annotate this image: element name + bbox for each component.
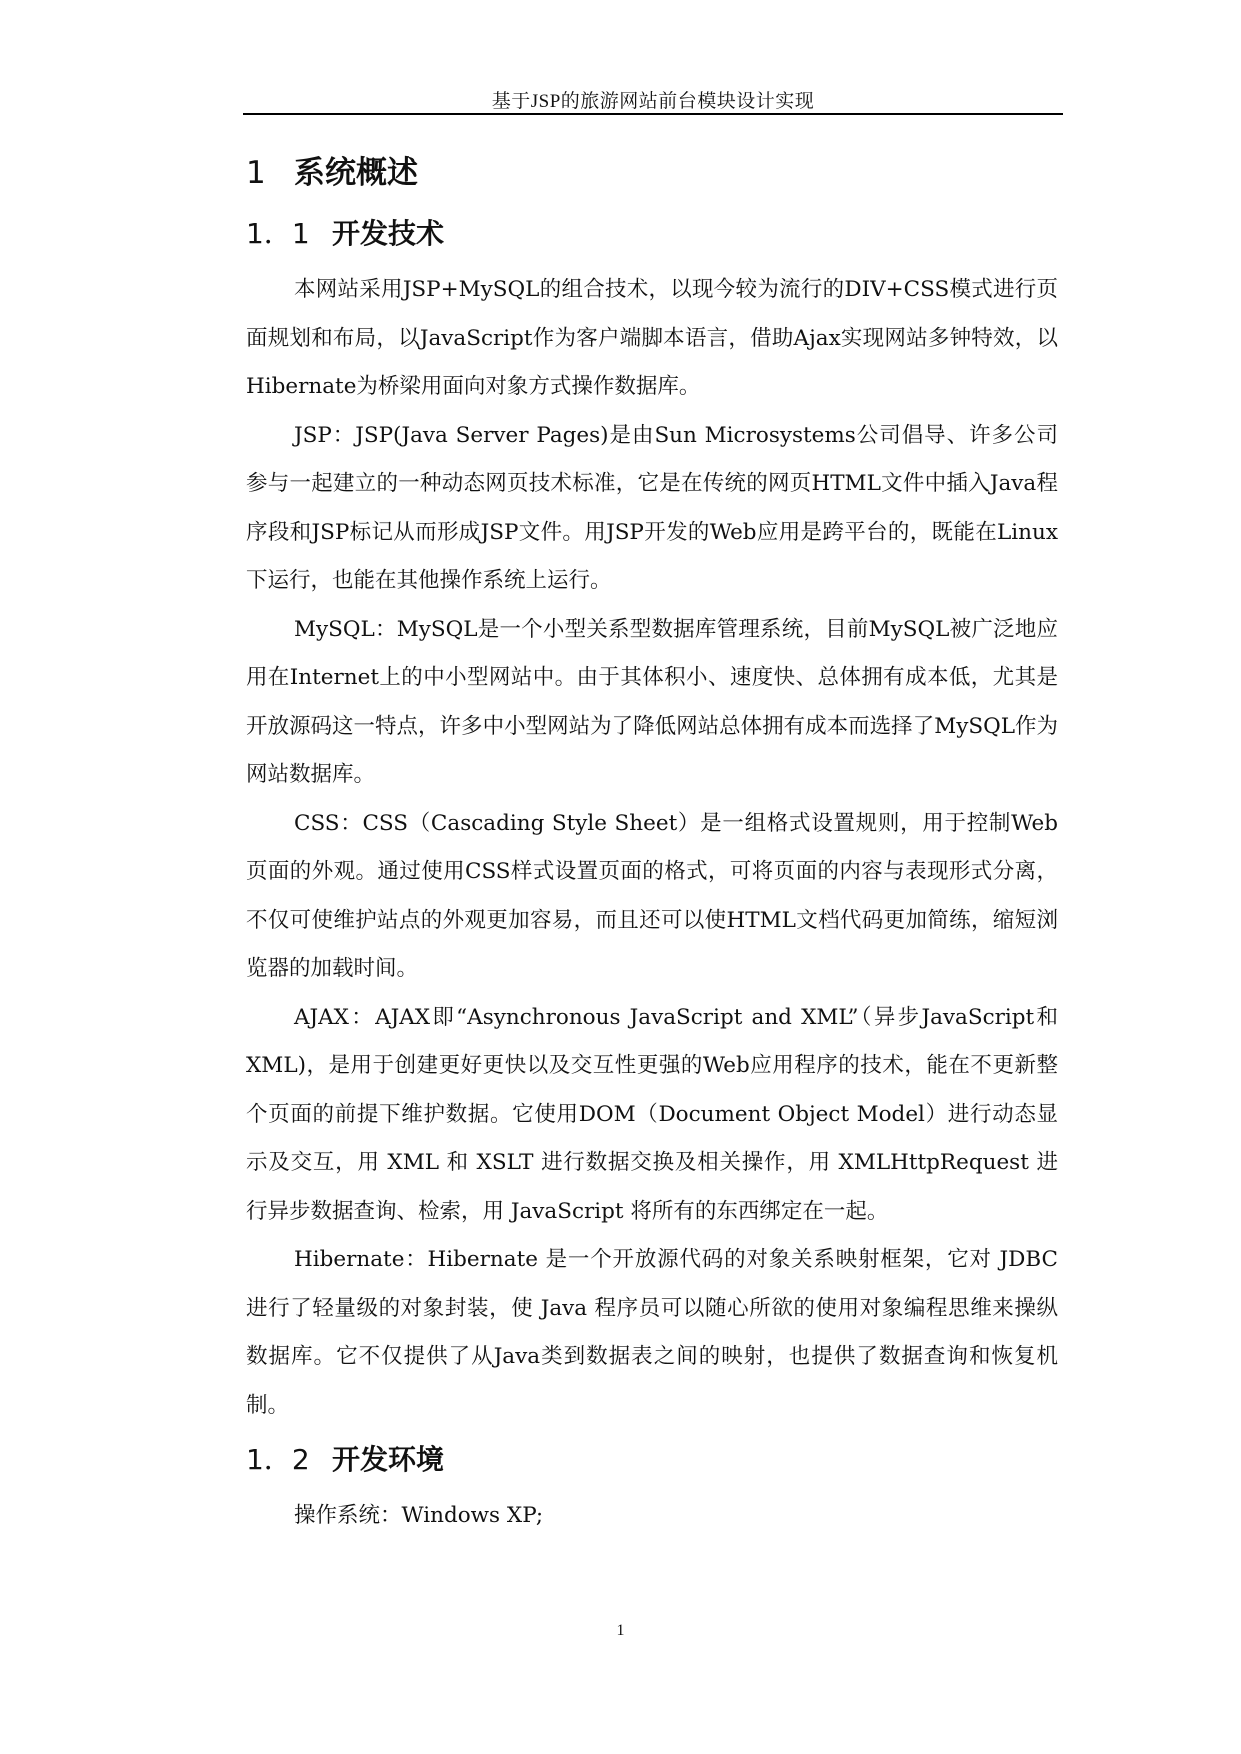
chapter-title: 系统概述 bbox=[294, 155, 418, 191]
paragraph-mysql: MySQL：MySQL是一个小型关系型数据库管理系统，目前MySQL被广泛地应用在Internet上的中小型网站中。由于其体积小、速度快、总体拥有成本低，尤其是开放源码这一特点，许多中小型网站为了降低网站总体拥有成本而选择了MySQL作为网站数据库。 bbox=[246, 616, 1058, 787]
page-number: 1 bbox=[616, 1622, 625, 1639]
section-number: 1．1 bbox=[246, 217, 310, 250]
paragraph-ajax: AJAX：AJAX即“Asynchronous JavaScript and XML”（异步JavaScript和XML)，是用于创建更好更快以及交互性更强的Web应用程序的技术，能在不更新整个页面的前提下维护数据。它使用DOM（Document Object Model）进行动态显示及交互，用 XML 和 XSLT 进行数据交换及相关操作，用 XMLHttpRequest 进行异步数据查询、检索，用 JavaScript 将所有的东西绑定在一起。 bbox=[246, 1004, 1058, 1224]
section-heading-dev-env bbox=[246, 1432, 1058, 1492]
paragraph-jsp: JSP：JSP(Java Server Pages)是由Sun Microsystems公司倡导、许多公司参与一起建立的一种动态网页技术标准，它是在传统的网页HTML文件中插入Java程序段和JSP标记从而形成JSP文件。用JSP开发的Web应用是跨平台的，既能在Linux下运行，也能在其他操作系统上运行。 bbox=[246, 422, 1058, 593]
header-rule bbox=[243, 113, 1063, 115]
paragraph-os: 操作系统：Windows XP; bbox=[294, 1503, 544, 1528]
chapter-number: 1 bbox=[246, 155, 266, 191]
section-heading-dev-tech bbox=[246, 206, 1058, 266]
paragraph-intro: 本网站采用JSP+MySQL的组合技术，以现今较为流行的DIV+CSS模式进行页面规划和布局，以JavaScript作为客户端脚本语言，借助Ajax实现网站多钟特效，以Hibernate为桥梁用面向对象方式操作数据库。 bbox=[246, 277, 1058, 399]
section-title: 开发环境 bbox=[332, 1443, 445, 1476]
paragraph-css: CSS：CSS（Cascading Style Sheet）是一组格式设置规则，用于控制Web页面的外观。通过使用CSS样式设置页面的格式，可将页面的内容与表现形式分离，不仅可使维护站点的外观更加容易，而且还可以使HTML文档代码更加简练，缩短浏览器的加载时间。 bbox=[246, 810, 1058, 981]
section-title: 开发技术 bbox=[332, 217, 445, 250]
chapter-heading bbox=[246, 148, 1058, 206]
section-number: 1．2 bbox=[246, 1443, 310, 1476]
running-header: 基于JSP的旅游网站前台模块设计实现 bbox=[491, 91, 815, 112]
page-body bbox=[246, 148, 1058, 1541]
paragraph-hibernate: Hibernate：Hibernate 是一个开放源代码的对象关系映射框架，它对 JDBC 进行了轻量级的对象封装，使 Java 程序员可以随心所欲的使用对象编程思维来操纵数据库。它不仅提供了从Java类到数据表之间的映射，也提供了数据查询和恢复机制。 bbox=[246, 1247, 1058, 1418]
